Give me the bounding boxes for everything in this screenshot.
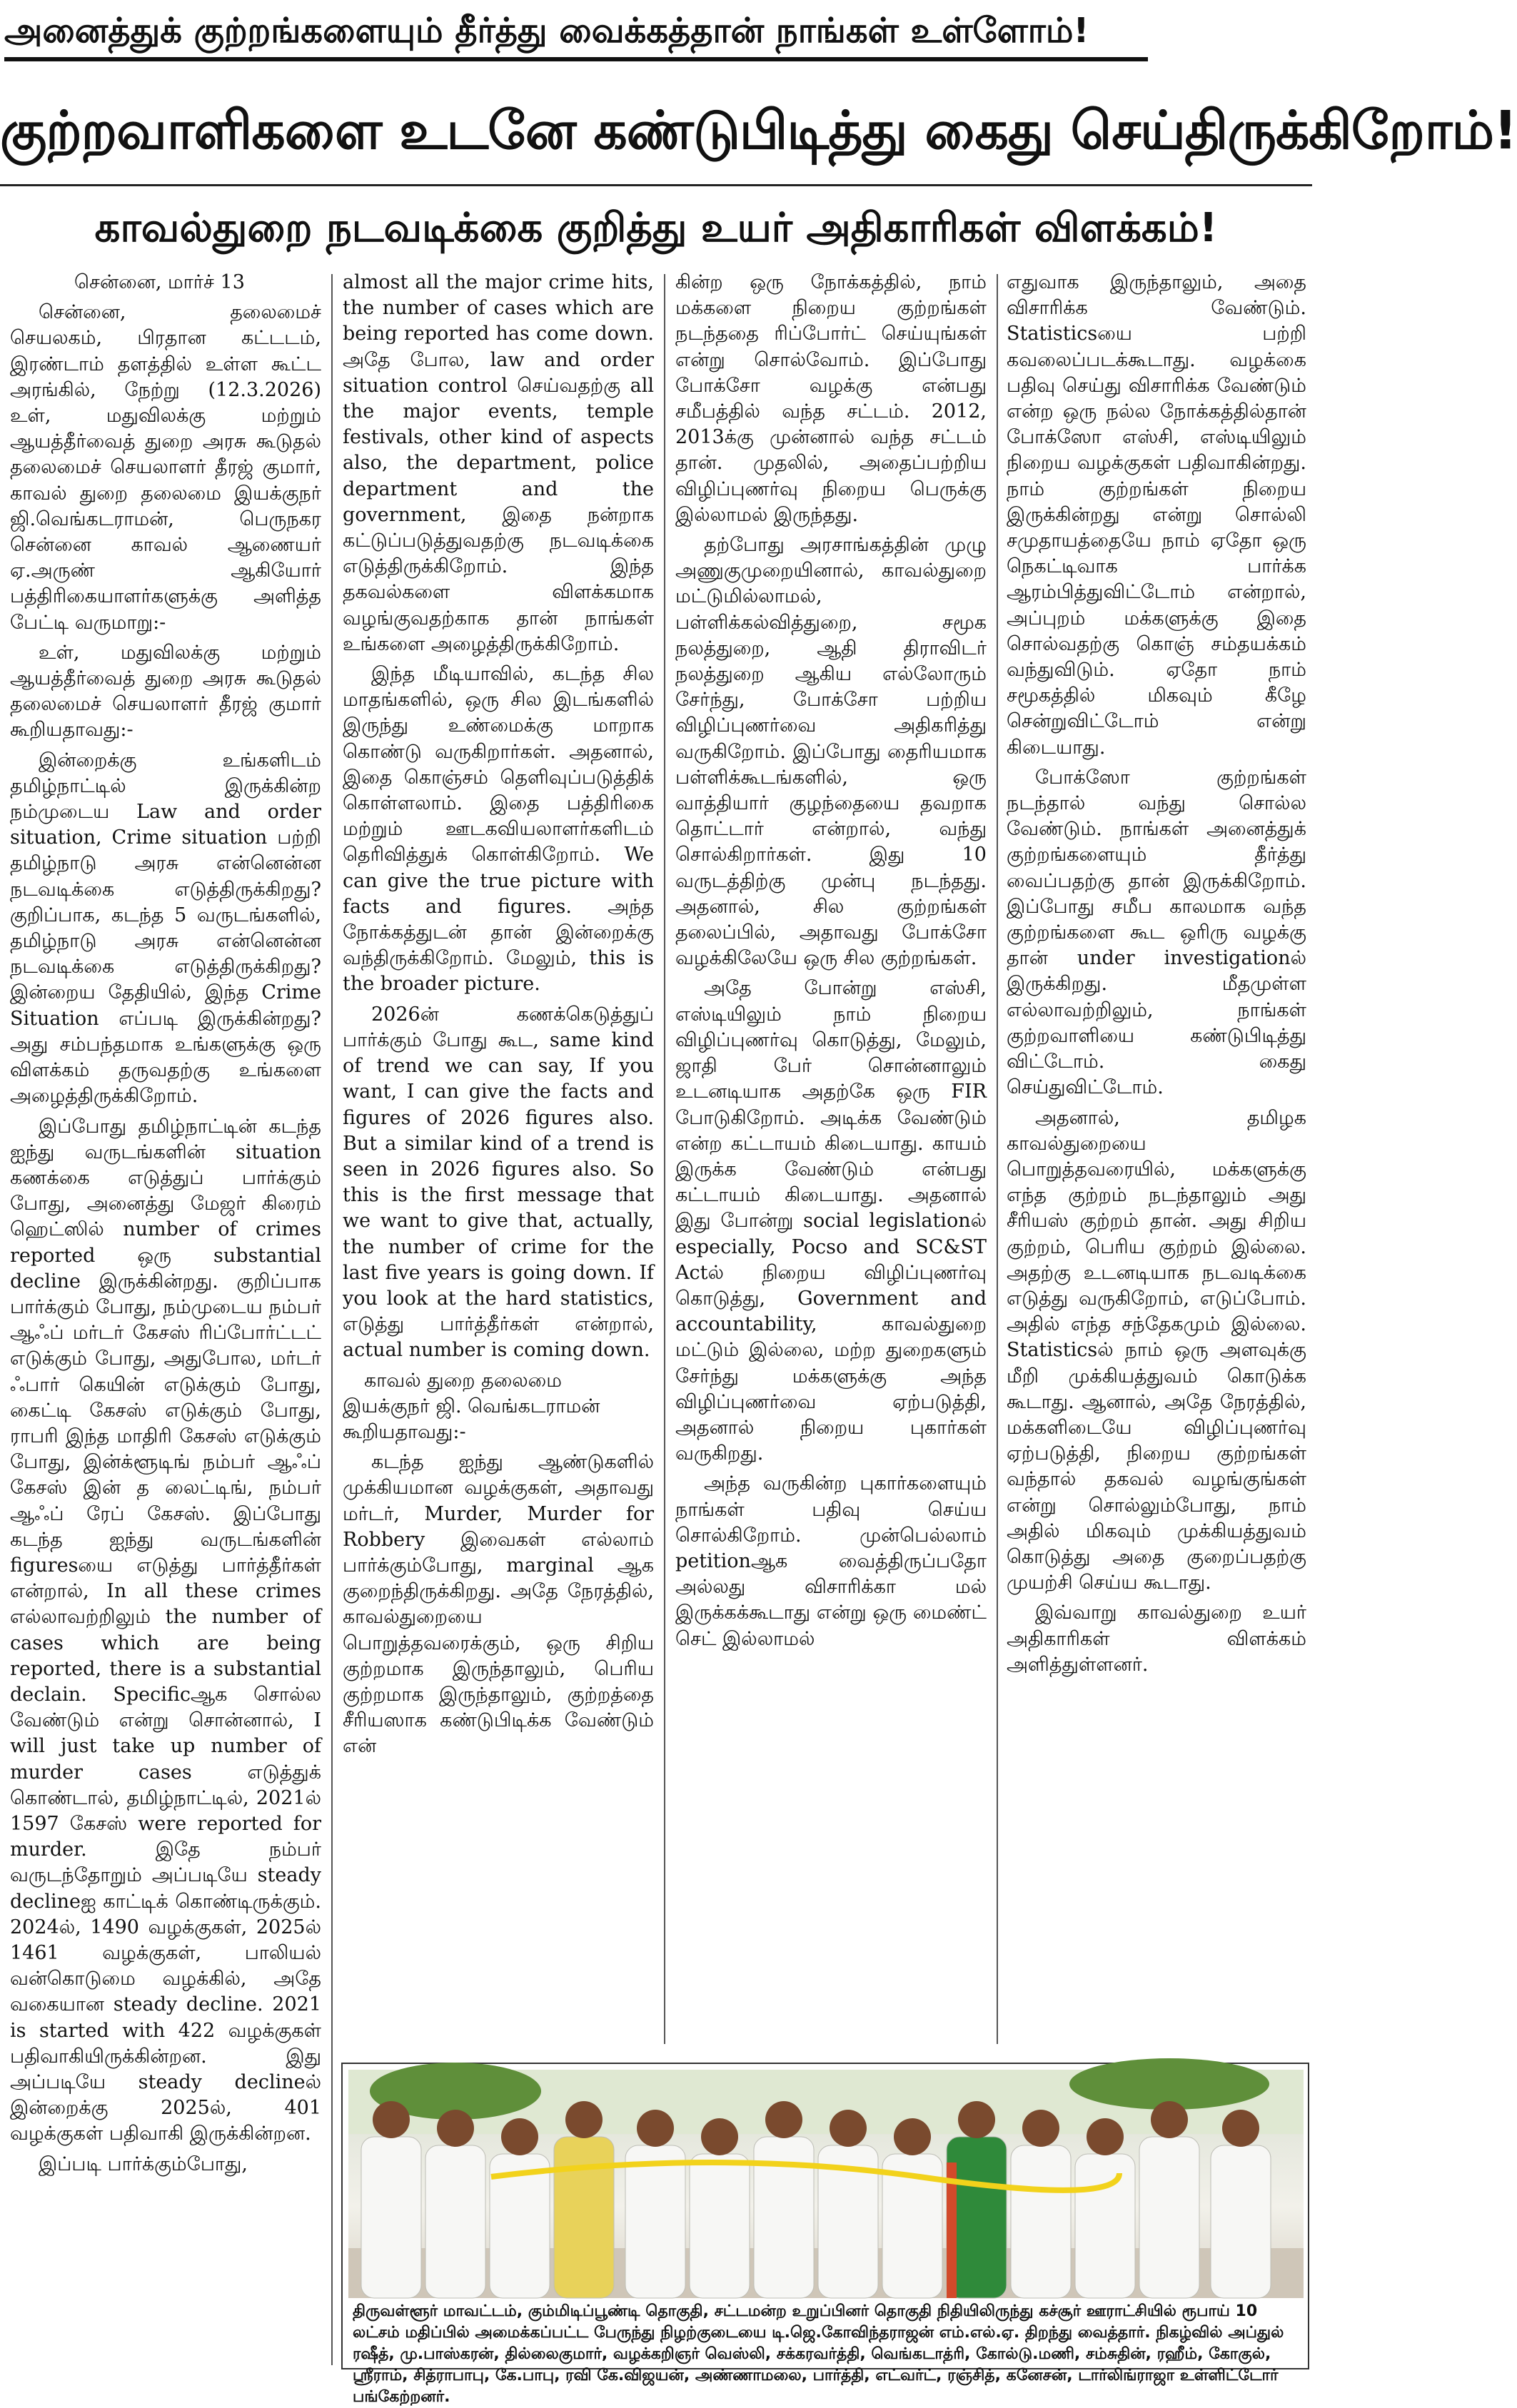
article-paragraph: இப்போது தமிழ்நாட்டின் கடந்த ஐந்து வருடங்களின் situation கணக்கை எடுத்துப் பார்க்கும் போது, அனைத்து மேஜர் கிரைம் ஹெட்ஸில் number of crimes reported ஒரு substantial decline இருக்கின்றது. குறிப்பாக பார்க்கும் போது, நம்முடைய நம்பர் ஆஃப் மர்டர் கேசஸ் ரிப்போர்ட்டட் எடுக்கும் போது, அதுபோல, மர்டர் ஃபார் கெயின் எடுக்கும் போது, கைட்டி கேசஸ் எடுக்கும் போது, ராபரி இந்த மாதிரி கேசஸ் எடுக்கும் போது, இன்க்ளூடிங் நம்பர் ஆஃப் கேசஸ் இன் த லைட்டிங், நம்பர் ஆஃப் ரேப் கேசஸ். இப்போது கடந்த ஐந்து வருடங்களின் figuresயை எடுத்து பார்த்தீர்கள் என்றால், In all these crimes எல்லாவற்றிலும் the number of cases which are being reported, there is a substantial declain. Specificஆக சொல்ல வேண்டும் என்று சொன்னால், I will just take up number of murder cases எடுத்துக் கொண்டால், தமிழ்நாட்டில், 2021ல் 1597 கேசஸ் were reported for murder. இதே நம்பர் வருடந்தோறும் அப்படியே steady declineஐ காட்டிக் கொண்டிருக்கும். 2024ல், 1490 வழக்குகள், 2025ல் 1461 வழக்குகள், பாலியல் வன்கொடுமை வழக்கில், அதே வகையான steady decline. 2021 is started with 422 வழக்குகள் பதிவாகியிருக்கின்றன. இது அப்படியே steady declineல் இன்றைக்கு 2025ல், 401 வழக்குகள் பதிவாகி இருக்கின்றன.	[10, 1115, 321, 2145]
attendee-figure	[1075, 2118, 1135, 2298]
main-headline: குற்றவாளிகளை உடனே கண்டுபிடித்து கைது செய்திருக்கிறோம்!	[0, 77, 1312, 186]
article-paragraph: சென்னை, தலைமைச் செயலகம், பிரதான கட்டடம், இரண்டாம் தளத்தில் உள்ள கூட்ட அரங்கில், நேற்று (12.3.2026) உள், மதுவிலக்கு மற்றும் ஆயத்தீர்வைத் துறை அரசு கூடுதல் தலைமைச் செயலாளர் தீரஜ் குமார், காவல் துறை தலைமை இயக்குநர் ஜி.வெங்கடராமன், பெருநகர சென்னை காவல் ஆணையர் ஏ.அருண் ஆகியோர் பத்திரிகையாளர்களுக்கு அளித்த பேட்டி வருமாறு:-	[10, 301, 321, 634]
article-paragraph: எதுவாக இருந்தாலும், அதை விசாரிக்க வேண்டும். Statisticsயை பற்றி கவலைப்படக்கூடாது. வழக்கை பதிவு செய்து விசாரிக்க வேண்டும் என்ற ஒரு நல்ல நோக்கத்தில்தான் போக்ஸோ எஸ்சி, எஸ்டியிலும் நிறைய வழக்குகள் பதிவாகின்றது. நாம் குற்றங்கள் நிறைய இருக்கின்றது என்று சொல்லி சமுதாயத்தையே நாம் ஏதோ ஒரு நெகட்டிவாக பார்க்க ஆரம்பித்துவிட்டோம் என்றால், அப்புறம் மக்களுக்கு இதை சொல்வதற்கு கொஞ் சம்தயக்கம் வந்துவிடும். ஏதோ நாம் சமூகத்தில் மிகவும் கீழே சென்றுவிட்டோம் என்று கிடையாது.	[1007, 271, 1306, 759]
article-paragraph: கடந்த ஐந்து ஆண்டுகளில் முக்கியமான வழக்குகள், அதாவது மர்டர், Murder, Murder for Robbery இவைகள் எல்லாம் பார்க்கும்போது, marginal ஆக குறைந்திருக்கிறது. அதே நேரத்தில், காவல்துறையை பொறுத்தவரைக்கும், ஒரு சிறிய குற்றமாக இருந்தாலும், பெரிய குற்றமாக இருந்தாலும், குற்றத்தை சீரியஸாக கண்டுபிடிக்க வேண்டும் என்	[343, 1451, 654, 1758]
speaker-byline: காவல் துறை தலைமை இயக்குநர் ஜி. வெங்கடராமன் கூறியதாவது:-	[343, 1369, 600, 1443]
article-paragraph: உள், மதுவிலக்கு மற்றும் ஆயத்தீர்வைத் துறை அரசு கூடுதல் தலைமைச் செயலாளர் தீரஜ் குமார் கூறியதாவது:-	[10, 641, 321, 742]
article-paragraph: கின்ற ஒரு நோக்கத்தில், நாம் மக்களை நிறைய குற்றங்கள் நடந்ததை ரிப்போர்ட் செய்யுங்கள் என்று சொல்வோம். இப்போது போக்சோ வழக்கு என்பது சமீபத்தில் வந்த சட்டம். 2012, 2013க்கு முன்னால் வந்த சட்டம் தான். முதலில், அதைப்பற்றிய விழிப்புணர்வு நிறைய பெருக்கு இல்லாமல் இருந்தது.	[675, 271, 987, 526]
event-photo-illustration	[348, 2070, 1304, 2298]
attendee-figure	[690, 2118, 750, 2298]
article-paragraph: இந்த மீடியாவில், கடந்த சில மாதங்களில், ஒரு சில இடங்களில் இருந்து உண்மைக்கு மாறாக கொண்டு வருகிறார்கள். அதனால், இதை கொஞ்சம் தெளிவுப்படுத்திக் கொள்ளலாம். இதை பத்திரிகை மற்றும் ஊடகவியலாளர்களிடம் தெரிவித்துக் கொள்கிறோம். We can give the true picture with facts and figures. அந்த நோக்கத்துடன் தான் இன்றைக்கு வந்திருக்கிறோம். மேலும், this is the broader picture.	[343, 663, 654, 996]
article-paragraph: இன்றைக்கு உங்களிடம் தமிழ்நாட்டில் இருக்கின்ற நம்முடைய Law and order situation, Crime situation பற்றி தமிழ்நாடு அரசு என்னென்ன நடவடிக்கை எடுத்திருக்கிறது? குறிப்பாக, கடந்த 5 வருடங்களில், தமிழ்நாடு அரசு என்னென்ன நடவடிக்கை எடுத்திருக்கிறது? இன்றைய தேதியில், இந்த Crime Situation எப்படி இருக்கின்றது? அது சம்பந்தமாக உங்களுக்கு ஒரு விளக்கம் தருவதற்கு உங்களை அழைத்திருக்கிறோம்.	[10, 749, 321, 1108]
article-column-2	[343, 270, 654, 2047]
column-rule	[331, 274, 333, 2365]
article-paragraph: இப்படி பார்க்கும்போது,	[39, 2152, 248, 2175]
article-paragraph: அந்த வருகின்ற புகார்களையும் நாங்கள் பதிவு செய்ய சொல்கிறோம். முன்பெல்லாம் petitionஆக வைத்திருப்பதோ அல்லது விசாரிக்கா மல் இருக்கக்கூடாது என்று ஒரு மைண்ட் செட் இல்லாமல்	[675, 1472, 987, 1650]
column-rule	[997, 274, 998, 2044]
event-photo	[348, 2070, 1304, 2298]
attendee-figure	[490, 2118, 550, 2298]
attendee-figure	[882, 2118, 942, 2298]
sub-headline: காவல்துறை நடவடிக்கை குறித்து உயர் அதிகாரிகள் விளக்கம்!	[94, 205, 1218, 251]
article-column-3	[675, 270, 987, 2047]
article-column-1	[10, 270, 321, 2368]
attendee-figure	[625, 2110, 685, 2298]
article-column-4	[1007, 270, 1306, 2047]
dateline: சென்னை, மார்ச் 13	[74, 271, 245, 293]
article-paragraph: almost all the major crime hits, the number of cases which are being reported has come down. அதே போல, law and order situation control செய்வதற்கு all the major events, temple festivals, other kind of aspects also, the department, police department and the government, இதை நன்றாக கட்டுப்படுத்துவதற்கு நடவடிக்கை எடுத்திருக்கிறோம். இந்த தகவல்களை விளக்கமாக வழங்குவதற்காக தான் நாங்கள் உங்களை அழைத்திருக்கிறோம்.	[343, 271, 654, 655]
article-paragraph: 2026ன் கணக்கெடுத்துப் பார்க்கும் போது கூட, same kind of trend we can say, If you want, I can give the facts and figures of 2026 figures also. But a similar kind of a trend is seen in 2026 figures also. So this is the first message that we want to give that, actually, the number of crime for the last five years is going down. If you look at the hard statistics, எடுத்து பார்த்தீர்கள் என்றால், actual number is coming down.	[343, 1003, 654, 1362]
article-paragraph: தற்போது அரசாங்கத்தின் முழு அணுகுமுறையினால், காவல்துறை மட்டுமில்லாமல், பள்ளிக்கல்வித்துறை, சமூக நலத்துறை, ஆதி திராவிடர் நலத்துறை ஆகிய எல்லோரும் சேர்ந்து, போக்சோ பற்றிய விழிப்புணர்வை அதிகரித்து வருகிறோம். இப்போது தைரியமாக பள்ளிக்கூடங்களில், ஒரு வாத்தியார் குழந்தையை தவறாக தொட்டார் என்றால், வந்து சொல்கிறார்கள். இது 10 வருடத்திற்கு முன்பு நடந்தது. அதனால், சில குற்றங்கள் தலைப்பில், அதாவது போக்சோ வழக்கிலேயே ஒரு சில குற்றங்கள்.	[675, 534, 987, 970]
article-paragraph: இவ்வாறு காவல்துறை உயர் அதிகாரிகள் விளக்கம் அளித்துள்ளனர்.	[1007, 1602, 1306, 1676]
photo-caption: திருவள்ளூர் மாவட்டம், கும்மிடிப்பூண்டி தொகுதி, சட்டமன்ற உறுப்பினர் தொகுதி நிதியிலிருந்து கச்சூர் ஊராட்சியில் ரூபாய் 10 லட்சம் மதிப்பில் அமைக்கப்பட்ட பேருந்து நிழற்குடையை டி.ஜெ.கோவிந்தராஜன் எம்.எல்.ஏ. திறந்து வைத்தார். நிகழ்வில் அப்துல் ரஷீத், மு.பாஸ்கரன், தில்லைகுமார், வழக்கறிஞர் வெஸ்லி, சக்கரவர்த்தி, வெங்கடாத்ரி, கோல்டு.மணி, சம்சுதின், ரஹீம், கோகுல், ஸ்ரீராம், சித்ராபாபு, கே.பாபு, ரவி கே.விஜயன், அண்ணாமலை, பார்த்தி, எட்வர்ட், ரஞ்சித், கனேசன், டார்லிங்ராஜா உள்ளிட்டோர் பங்கேற்றனர்.	[353, 2302, 1284, 2406]
attendee-figure	[818, 2110, 878, 2298]
column-rule	[664, 274, 665, 2044]
article-paragraph: அதே போன்று எஸ்சி, எஸ்டியிலும் நாம் நிறைய விழிப்புணர்வு கொடுத்து, மேலும், ஜாதி பேர் சொன்னாலும் உடனடியாக அதற்கே ஒரு FIR போடுகிறோம். அடிக்க வேண்டும் என்ற கட்டாயம் கிடையாது. காயம் இருக்க வேண்டும் என்பது கட்டாயம் கிடையாது. அதனால் இது போன்று social legislationல் especially, Pocso and SC&ST Actல் நிறைய விழிப்புணர்வு கொடுத்து, Government and accountability, காவல்துறை மட்டும் இல்லை, மற்ற துறைகளும் சேர்ந்து மக்களுக்கு அந்த விழிப்புணர்வை ஏற்படுத்தி, அதனால் நிறைய புகார்கள் வருகிறது.	[675, 977, 987, 1465]
attendee-figure	[425, 2110, 485, 2298]
article-paragraph: போக்ஸோ குற்றங்கள் நடந்தால் வந்து சொல்ல வேண்டும். நாங்கள் அனைத்துக் குற்றங்களையும் தீர்த்து வைப்பதற்கு தான் இருக்கிறோம். இப்போது சமீப காலமாக வந்த குற்றங்களை கூட ஒரிரு வழக்கு தான் under investigationல் இருக்கிறது. மீதமுள்ள எல்லாவற்றிலும், நாங்கள் குற்றவாளியை கண்டுபிடித்து விட்டோம். கைது செய்துவிட்டோம்.	[1007, 766, 1306, 1099]
attendee-figure	[1211, 2110, 1271, 2298]
kicker-headline: அனைத்துக் குற்றங்களையும் தீர்த்து வைக்கத்தான் நாங்கள் உள்ளோம்!	[4, 4, 1148, 61]
article-paragraph: அதனால், தமிழக காவல்துறையை பொறுத்தவரையில், மக்களுக்கு எந்த குற்றம் நடந்தாலும் அது சீரியஸ் குற்றம் தான். அது சிறிய குற்றம், பெரிய குற்றம் இல்லை. அதற்கு உடனடியாக நடவடிக்கை எடுத்து வருகிறோம், எடுப்போம். அதில் எந்த சந்தேகமும் இல்லை. Statisticsல் நாம் ஒரு அளவுக்கு மீறி முக்கியத்துவம் கொடுக்க கூடாது. ஆனால், அதே நேரத்தில், மக்களிடையே விழிப்புணர்வு ஏற்படுத்தி, நிறைய குற்றங்கள் வந்தால் தகவல் வழங்குங்கள் என்று சொல்லும்போது, நாம் அதில் மிகவும் முக்கியத்துவம் கொடுத்து அதை குறைப்பதற்கு முயற்சி செய்ய கூடாது.	[1007, 1106, 1306, 1594]
photo-box	[341, 2063, 1309, 2406]
attendee-figure	[1011, 2110, 1071, 2298]
